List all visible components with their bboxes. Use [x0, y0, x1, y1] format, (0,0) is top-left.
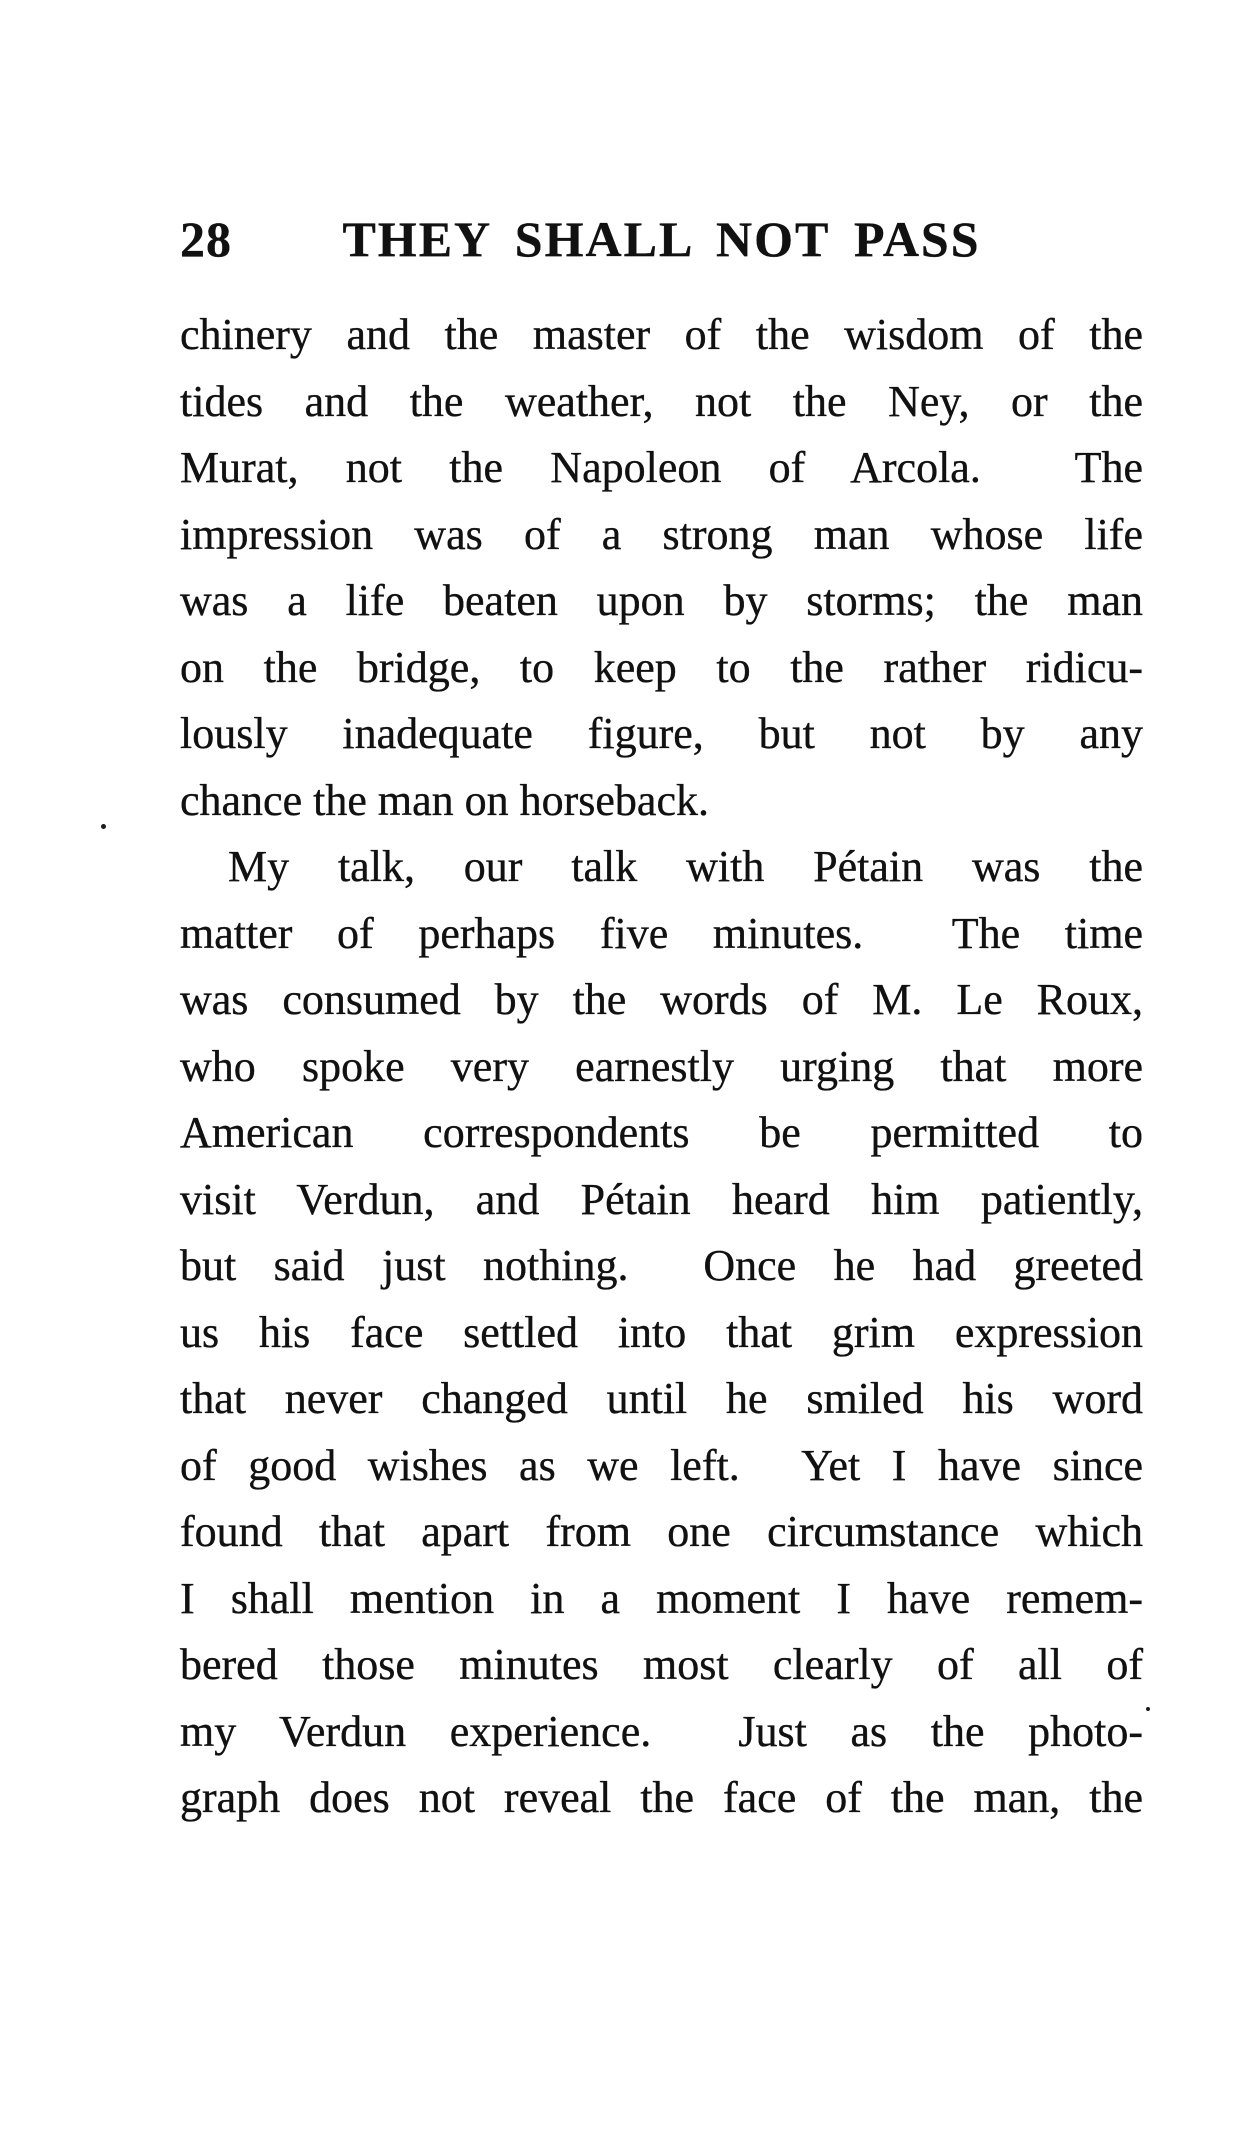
paragraph: [180, 834, 1143, 1832]
text-line: bered those minutes most clearly of all of: [180, 1640, 1143, 1689]
text-line: chinery and the master of the wisdom of the: [180, 310, 1143, 359]
text-line: was consumed by the words of M. Le Roux,: [180, 975, 1143, 1024]
text-line: that never changed until he smiled his word: [180, 1374, 1143, 1423]
running-title: THEY SHALL NOT PASS: [342, 211, 981, 267]
running-header: [180, 211, 1143, 267]
text-line: on the bridge, to keep to the rather ridicu-: [180, 642, 1143, 692]
print-speck: [101, 824, 106, 829]
text-line: of good wishes as we left. Yet I have since: [180, 1440, 1143, 1490]
text-line: Murat, not the Napoleon of Arcola. The: [180, 443, 1143, 492]
text-line: but said just nothing. Once he had greeted: [180, 1241, 1143, 1290]
text-line: impression was of a strong man whose life: [180, 509, 1143, 559]
text-line: was a life beaten upon by storms; the man: [180, 576, 1143, 625]
text-line: graph does not reveal the face of the man, the: [180, 1773, 1143, 1822]
text-line: American correspondents be permitted to: [180, 1108, 1143, 1157]
text-line: chance the man on horseback.: [180, 775, 709, 825]
paragraph: [180, 302, 1143, 834]
text-line: I shall mention in a moment I have remem-: [180, 1573, 1143, 1623]
text-line: matter of perhaps five minutes. The time: [180, 908, 1143, 958]
text-line: found that apart from one circumstance which: [180, 1507, 1143, 1556]
text-line: tides and the weather, not the Ney, or the: [180, 376, 1143, 426]
text-line: us his face settled into that grim expression: [180, 1307, 1143, 1357]
text-line: lously inadequate figure, but not by any: [180, 709, 1143, 758]
text-line: My talk, our talk with Pétain was the: [228, 842, 1143, 891]
text-line: my Verdun experience. Just as the photo-: [180, 1706, 1143, 1756]
page-number: 28: [180, 211, 232, 267]
text-line: who spoke very earnestly urging that more: [180, 1041, 1143, 1091]
print-speck: [1146, 1707, 1150, 1711]
text-line: visit Verdun, and Pétain heard him patiently,: [180, 1174, 1143, 1224]
body-text: [180, 302, 1143, 1832]
